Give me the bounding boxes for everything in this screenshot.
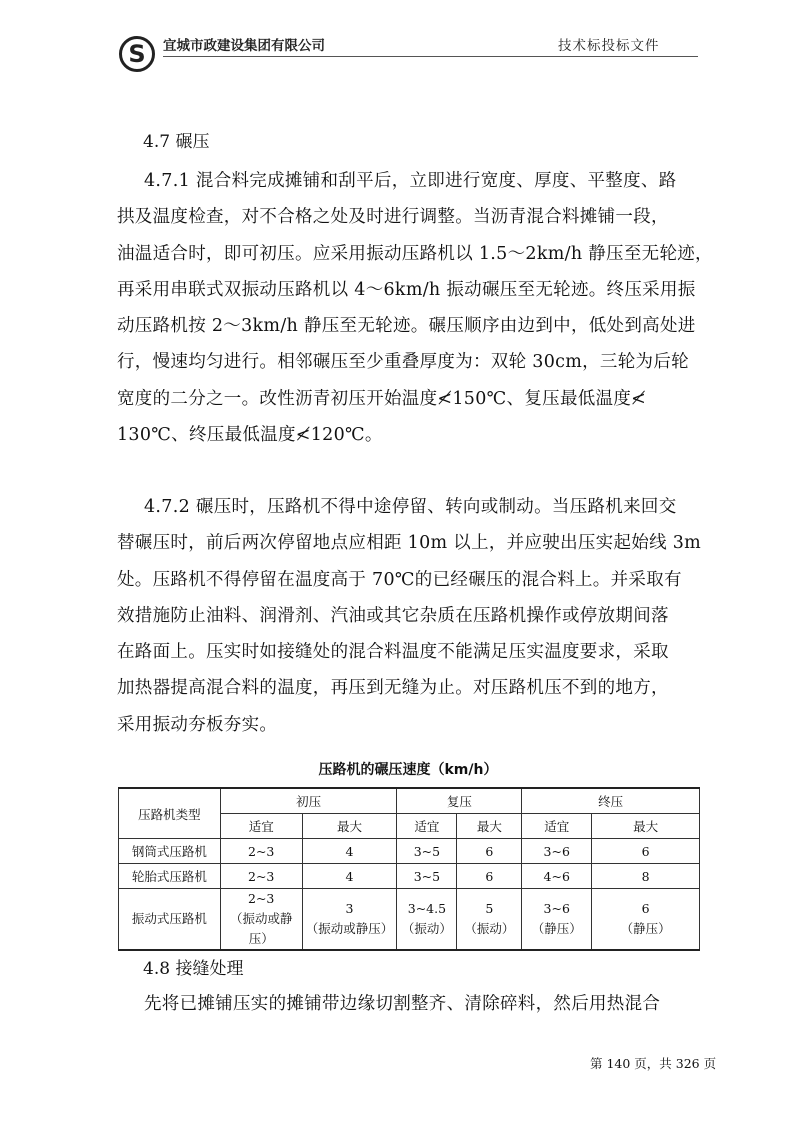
paragraph-4-7-1	[117, 163, 713, 453]
cell-note: （静压）	[531, 921, 582, 936]
table-cell	[592, 889, 700, 951]
table-row	[119, 839, 700, 864]
paragraph-line: 4.7.1 混合料完成摊铺和刮平后，立即进行宽度、厚度、平整度、路	[144, 171, 677, 191]
paragraph-4-7-2	[117, 489, 702, 743]
table-cell: 6	[592, 839, 700, 864]
paragraph-line: 在路面上。压实时如接缝处的混合料温度不能满足压实温度要求，采取	[117, 642, 669, 663]
table-row	[119, 889, 700, 951]
company-logo	[119, 36, 155, 72]
paragraph-line: 采用振动夯板夯实。	[117, 714, 278, 735]
cell-value: 5	[485, 901, 494, 916]
paragraph-line: 先将已摊铺压实的摊铺带边缘切割整齐、清除碎料，然后用热混合	[144, 994, 661, 1014]
cell-note: （振动）	[401, 921, 452, 936]
logo-letter: S	[128, 40, 146, 68]
table-cell	[302, 889, 397, 951]
cell-value: 3~6	[543, 901, 570, 916]
table-title: 压路机的碾压速度（km/h）	[318, 762, 498, 778]
paragraph-line: 加热器提高混合料的温度，再压到无缝为止。对压路机压不到的地方，	[117, 678, 669, 699]
table-cell: 3~5	[397, 864, 457, 889]
table-cell	[522, 889, 592, 951]
table-cell: 振动式压路机	[119, 889, 221, 951]
table-cell: 6	[457, 864, 522, 889]
cell-value: 6	[641, 901, 650, 916]
roller-speed-table	[118, 787, 700, 951]
table-cell: 4	[302, 839, 397, 864]
cell-value: 3	[345, 901, 354, 916]
paragraph-4-8	[117, 986, 699, 1022]
table-cell: 2~3	[220, 864, 302, 889]
paragraph-line: 130℃、终压最低温度≮120℃。	[117, 425, 383, 446]
header-cell: 初压	[220, 788, 397, 814]
table-cell: 3~5	[397, 839, 457, 864]
table-header-row	[119, 788, 700, 814]
header-divider	[163, 56, 698, 57]
section-heading-4-8: 4.8 接缝处理	[143, 959, 244, 979]
table-cell: 3~6	[522, 839, 592, 864]
table-cell	[457, 889, 522, 951]
table-cell: 钢筒式压路机	[119, 839, 221, 864]
cell-note: （振动或静压）	[305, 921, 394, 936]
page-header	[0, 0, 793, 80]
table-cell: 轮胎式压路机	[119, 864, 221, 889]
header-cell: 压路机类型	[119, 788, 221, 839]
document-type: 技术标投标文件	[558, 38, 660, 54]
table-cell	[220, 889, 302, 951]
header-cell: 最大	[302, 814, 397, 839]
cell-value: 3~4.5	[407, 901, 447, 916]
page-number: 第 140 页，共 326 页	[590, 1056, 717, 1071]
cell-note: （振动）	[464, 921, 515, 936]
table-cell: 8	[592, 864, 700, 889]
table-cell: 4	[302, 864, 397, 889]
paragraph-line: 动压路机按 2～3km/h 静压至无轮迹。碾压顺序由边到中，低处到高处进	[117, 316, 696, 337]
header-cell: 适宜	[397, 814, 457, 839]
header-cell: 复压	[397, 788, 522, 814]
table-cell: 6	[457, 839, 522, 864]
header-cell: 最大	[457, 814, 522, 839]
table-cell: 4~6	[522, 864, 592, 889]
paragraph-line: 拱及温度检查，对不合格之处及时进行调整。当沥青混合料摊铺一段，	[117, 207, 669, 228]
header-cell: 终压	[522, 788, 700, 814]
cell-note: （振动或静压）	[229, 911, 293, 946]
header-cell: 适宜	[522, 814, 592, 839]
paragraph-line: 宽度的二分之一。改性沥青初压开始温度≮150℃、复压最低温度≮	[117, 388, 647, 409]
paragraph-line: 替碾压时，前后两次停留地点应相距 10m 以上，并应驶出压实起始线 3m	[117, 533, 702, 554]
cell-note: （静压）	[620, 921, 671, 936]
table-cell: 2~3	[220, 839, 302, 864]
table-row	[119, 864, 700, 889]
paragraph-line: 4.7.2 碾压时，压路机不得中途停留、转向或制动。当压路机来回交	[144, 497, 677, 517]
header-cell: 最大	[592, 814, 700, 839]
section-heading-4-7: 4.7 碾压	[143, 132, 210, 152]
company-name: 宜城市政建设集团有限公司	[163, 38, 325, 54]
paragraph-line: 行，慢速均匀进行。相邻碾压至少重叠厚度为：双轮 30cm，三轮为后轮	[117, 352, 689, 373]
cell-value: 2~3	[248, 891, 275, 906]
paragraph-line: 处。压路机不得停留在温度高于 70℃的已经碾压的混合料上。并采取有	[117, 569, 682, 590]
paragraph-line: 油温适合时，即可初压。应采用振动压路机以 1.5～2km/h 静压至无轮迹，	[117, 243, 713, 264]
paragraph-line: 效措施防止油料、润滑剂、汽油或其它杂质在压路机操作或停放期间落	[117, 605, 669, 626]
header-cell: 适宜	[220, 814, 302, 839]
paragraph-line: 再采用串联式双振动压路机以 4～6km/h 振动碾压至无轮迹。终压采用振	[117, 279, 696, 300]
table-cell	[397, 889, 457, 951]
